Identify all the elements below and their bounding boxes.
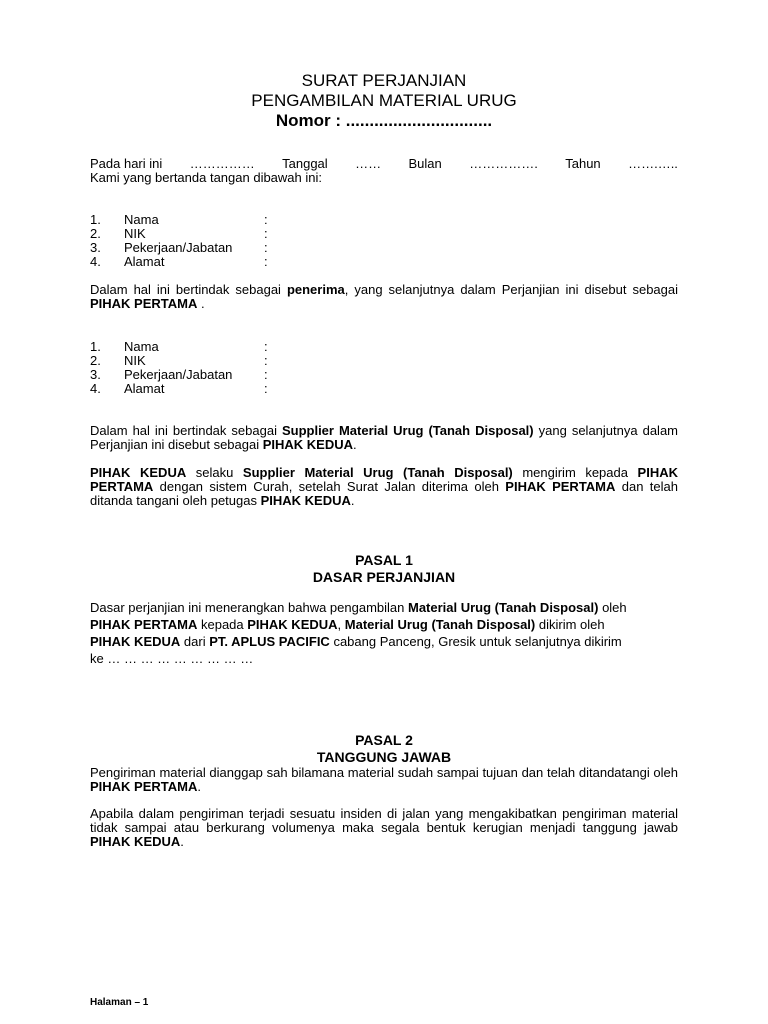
item-label: Alamat xyxy=(124,381,165,396)
intro-hari-blank: …………… xyxy=(189,156,255,171)
party1-description xyxy=(90,283,678,311)
text-run: , xyxy=(337,617,345,632)
intro-pada: Pada hari ini xyxy=(90,156,163,171)
bold-pihak-pertama: PIHAK PERTAMA xyxy=(90,617,198,632)
item-label: Nama xyxy=(124,212,159,227)
text-run: , yang selanjutnya dalam Perjanjian ini disebut sebagai xyxy=(344,282,678,297)
item-colon: : xyxy=(264,367,268,382)
bold-pihak-pertama: PIHAK PERTAMA xyxy=(90,465,678,494)
text-run: yang selanjutnya dalam Perjanjian ini disebut sebagai xyxy=(90,423,679,452)
text-run: . xyxy=(180,834,184,849)
item-label: Pekerjaan/Jabatan xyxy=(124,367,233,382)
bold-pihak-pertama: PIHAK PERTAMA xyxy=(90,779,198,794)
intro-tanggal: Tanggal xyxy=(282,156,328,171)
text-run: Dalam hal ini bertindak sebagai xyxy=(90,423,282,438)
intro-line-2: Kami yang bertanda tangan dibawah ini: xyxy=(90,170,322,185)
bold-material: Material Urug (Tanah Disposal) xyxy=(344,617,536,632)
party2-item xyxy=(90,354,690,368)
text-run: dari xyxy=(180,634,210,649)
item-number: 4. xyxy=(90,381,101,396)
party1-item xyxy=(90,241,690,255)
text-run: dikirim oleh xyxy=(535,617,605,632)
delivery-paragraph xyxy=(90,466,678,508)
intro-tahun: Tahun xyxy=(565,156,601,171)
item-colon: : xyxy=(264,226,268,241)
pasal-2-number: PASAL 2 xyxy=(355,732,413,748)
item-label: NIK xyxy=(124,353,146,368)
page-number-footer: Halaman – 1 xyxy=(90,997,149,1008)
pasal-1-title: DASAR PERJANJIAN xyxy=(312,569,456,585)
text-run: Apabila dalam pengiriman terjadi sesuatu insiden di jalan yang mengakibatkan pengiriman material tidak sampai atau berkurang volumenya maka segala bentuk kerugian menjadi tanggung jawab xyxy=(90,806,678,835)
party2-item xyxy=(90,340,690,354)
party1-item xyxy=(90,213,690,227)
bold-penerima: penerima xyxy=(286,282,345,297)
title-line-1: SURAT PERJANJIAN xyxy=(301,71,467,90)
item-colon: : xyxy=(264,353,268,368)
pasal-2-title: TANGGUNG JAWAB xyxy=(316,749,452,765)
bold-pihak-kedua: PIHAK KEDUA xyxy=(247,617,338,632)
bold-supplier: Supplier Material Urug (Tanah Disposal) xyxy=(281,423,534,438)
item-number: 3. xyxy=(90,240,101,255)
party2-item xyxy=(90,382,690,396)
text-run: selaku xyxy=(186,465,243,480)
item-number: 1. xyxy=(90,212,101,227)
text-run: kepada xyxy=(197,617,248,632)
item-colon: : xyxy=(264,339,268,354)
text-run: Pengiriman material dianggap sah bilamana material sudah sampai tujuan dan telah ditandatangi oleh xyxy=(90,765,678,780)
bold-pihak-kedua: PIHAK KEDUA xyxy=(260,493,351,508)
text-run: dengan sistem Curah, setelah Surat Jalan diterima oleh xyxy=(153,479,506,494)
item-number: 2. xyxy=(90,226,101,241)
bold-material: Material Urug (Tanah Disposal) xyxy=(407,600,599,615)
text-run: Dalam hal ini bertindak sebagai xyxy=(90,282,287,297)
party1-item xyxy=(90,255,690,269)
bold-pihak-pertama: PIHAK PERTAMA xyxy=(505,479,616,494)
party2-item xyxy=(90,368,690,382)
text-run: . xyxy=(197,779,201,794)
item-colon: : xyxy=(264,240,268,255)
bold-pihak-kedua: PIHAK KEDUA xyxy=(90,634,181,649)
intro-bulan-blank: ……………. xyxy=(469,156,538,171)
bold-company: PT. APLUS PACIFIC xyxy=(209,634,330,649)
bold-pihak-kedua: PIHAK KEDUA xyxy=(90,834,181,849)
item-number: 1. xyxy=(90,339,101,354)
text-run: oleh xyxy=(598,600,627,615)
item-number: 2. xyxy=(90,353,101,368)
item-label: Alamat xyxy=(124,254,165,269)
text-run: cabang Panceng, Gresik untuk selanjutnya dikirim ke … … … … … … … … … xyxy=(90,634,622,666)
party1-item xyxy=(90,227,690,241)
text-run: mengirim kepada xyxy=(512,465,638,480)
intro-bulan: Bulan xyxy=(408,156,442,171)
title-nomor: Nomor : ............................... xyxy=(275,111,493,130)
party2-description xyxy=(90,424,678,452)
item-label: NIK xyxy=(124,226,146,241)
item-colon: : xyxy=(264,381,268,396)
text-run: . xyxy=(197,296,205,311)
text-run: dan telah ditanda tangani oleh petugas xyxy=(90,479,678,508)
item-colon: : xyxy=(264,212,268,227)
pasal-2-paragraph-1 xyxy=(90,766,678,794)
title-line-2: PENGAMBILAN MATERIAL URUG xyxy=(251,91,517,110)
item-label: Nama xyxy=(124,339,159,354)
item-number: 3. xyxy=(90,367,101,382)
text-run: Dasar perjanjian ini menerangkan bahwa pengambilan xyxy=(90,600,408,615)
item-label: Pekerjaan/Jabatan xyxy=(124,240,233,255)
pasal-2-paragraph-2 xyxy=(90,807,678,849)
pasal-1-body xyxy=(90,599,630,667)
text-run: . xyxy=(353,437,357,452)
intro-date-line xyxy=(90,157,678,171)
bold-pihak-pertama: PIHAK PERTAMA xyxy=(90,296,198,311)
bold-supplier: Supplier Material Urug (Tanah Disposal) xyxy=(242,465,513,480)
bold-pihak-kedua: PIHAK KEDUA xyxy=(262,437,354,452)
item-number: 4. xyxy=(90,254,101,269)
intro-tanggal-blank: …… xyxy=(355,156,382,171)
bold-pihak-kedua: PIHAK KEDUA xyxy=(90,465,187,480)
pasal-1-number: PASAL 1 xyxy=(355,552,413,568)
text-run: . xyxy=(350,493,355,508)
item-colon: : xyxy=(264,254,268,269)
intro-tahun-blank: …….….. xyxy=(628,156,678,171)
